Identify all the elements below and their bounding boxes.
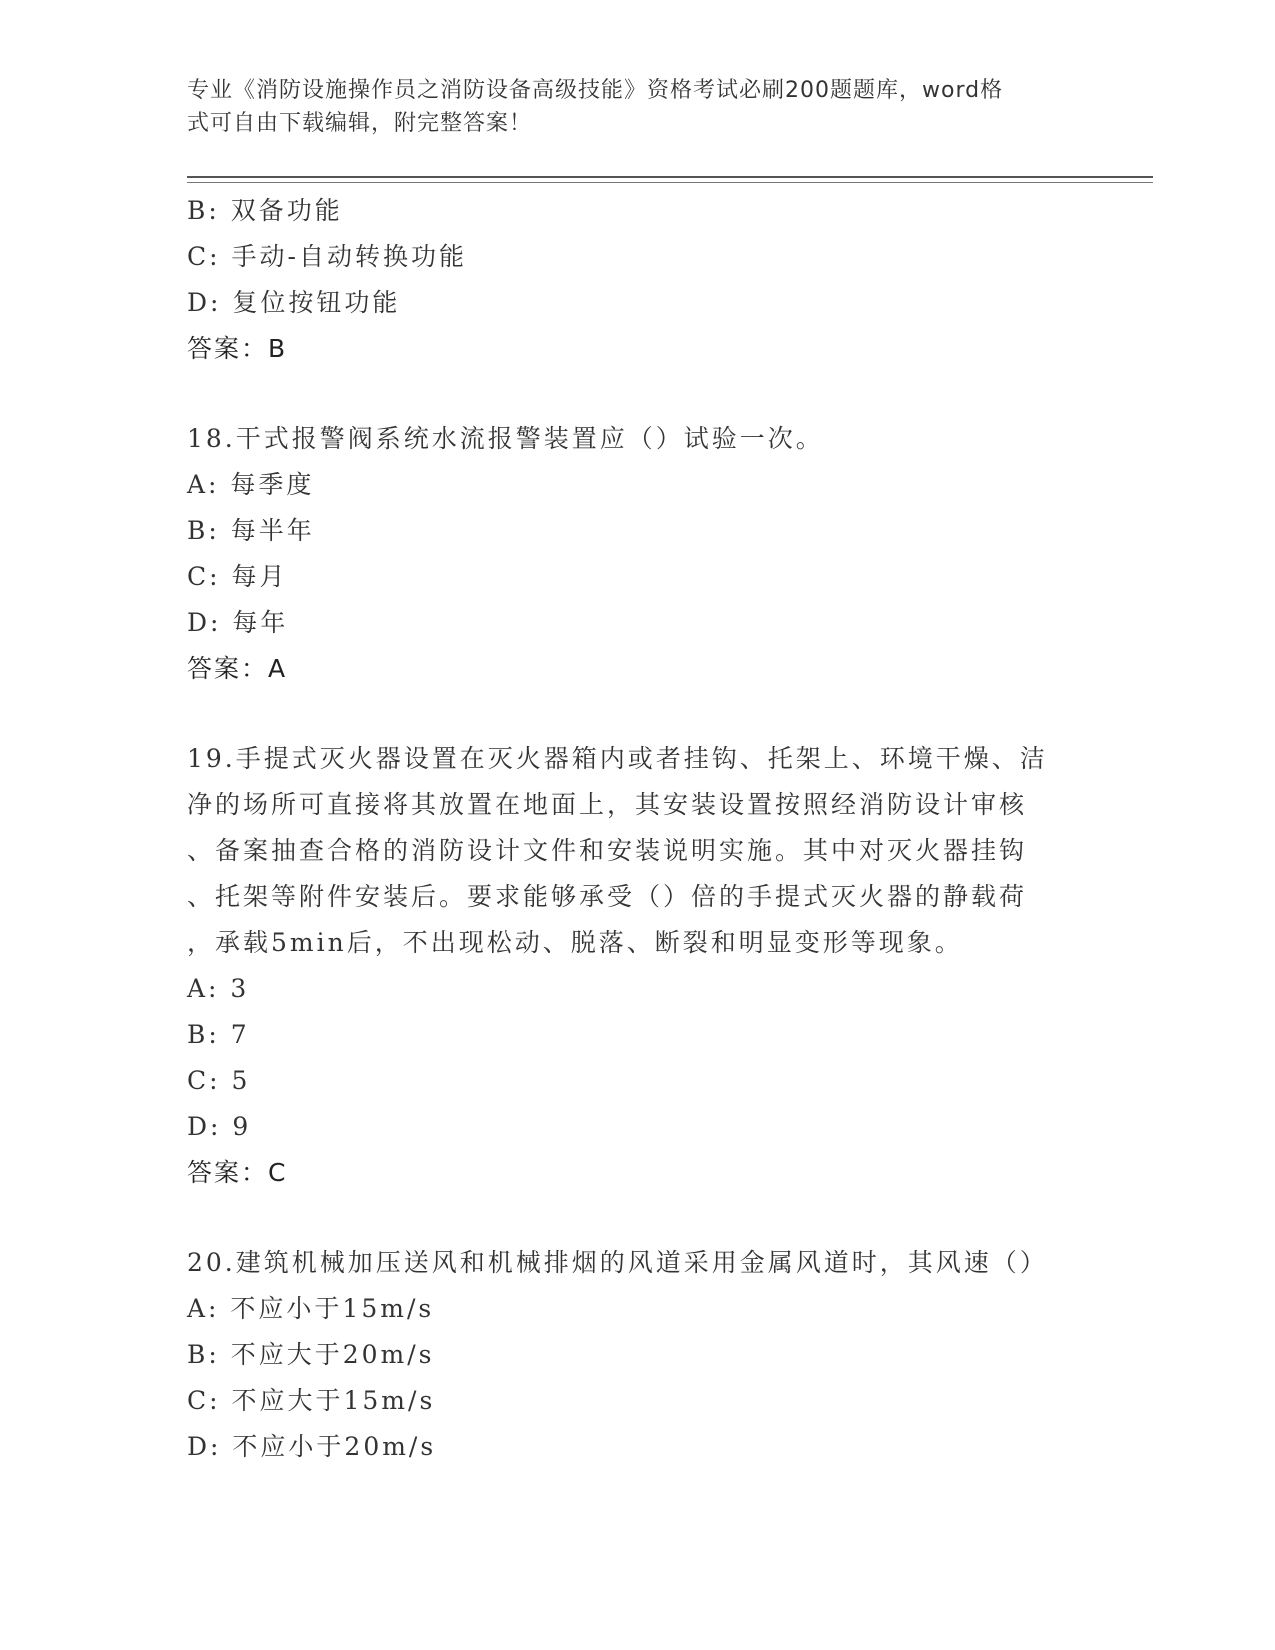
question-stem: 18.干式报警阀系统水流报警装置应（）试验一次。 xyxy=(187,424,824,453)
option-c: C: 手动-自动转换功能 xyxy=(187,242,467,271)
option-a: A: 不应小于15m/s xyxy=(187,1294,435,1323)
option-d: D: 9 xyxy=(187,1112,252,1141)
option-a: A: 每季度 xyxy=(187,470,315,499)
option-c: C: 不应大于15m/s xyxy=(187,1386,436,1415)
header-title-line-1: 专业《消防设施操作员之消防设备高级技能》资格考试必刷200题题库，word格 xyxy=(187,78,1004,103)
spacer xyxy=(187,1196,1087,1240)
answer: 答案：B xyxy=(187,334,288,363)
question-18 xyxy=(187,416,1087,692)
option-d: D: 不应小于20m/s xyxy=(187,1432,437,1461)
header-title-line-2: 式可自由下载编辑，附完整答案！ xyxy=(187,111,533,136)
option-b: B: 7 xyxy=(187,1020,250,1049)
header-rule-thin xyxy=(187,182,1153,183)
question-19 xyxy=(187,736,1087,1196)
option-b: B: 双备功能 xyxy=(187,196,343,225)
question-20 xyxy=(187,1240,1087,1470)
option-d: D: 每年 xyxy=(187,608,289,637)
question-stem-line-3: 、备案抽查合格的消防设计文件和安装说明实施。其中对灭火器挂钩 xyxy=(187,836,1028,865)
question-stem-line-5: ，承载5min后，不出现松动、脱落、断裂和明显变形等现象。 xyxy=(187,928,963,957)
answer: 答案：A xyxy=(187,654,288,683)
answer: 答案：C xyxy=(187,1158,288,1187)
question-stem: 20.建筑机械加压送风和机械排烟的风道采用金属风道时，其风速（） xyxy=(187,1248,1048,1277)
header-rule-thick xyxy=(187,176,1153,178)
option-c: C: 5 xyxy=(187,1066,251,1095)
question-stem-line-1: 19.手提式灭火器设置在灭火器箱内或者挂钩、托架上、环境干燥、洁 xyxy=(187,744,1048,773)
option-c: C: 每月 xyxy=(187,562,288,591)
option-d: D: 复位按钮功能 xyxy=(187,288,401,317)
option-b: B: 每半年 xyxy=(187,516,315,545)
question-17-tail xyxy=(187,188,1087,372)
question-stem-line-2: 净的场所可直接将其放置在地面上，其安装设置按照经消防设计审核 xyxy=(187,790,1028,819)
spacer xyxy=(187,692,1087,736)
document-header xyxy=(187,74,1067,140)
spacer xyxy=(187,372,1087,416)
document-body xyxy=(187,188,1087,1470)
question-stem-line-4: 、托架等附件安装后。要求能够承受（）倍的手提式灭火器的静载荷 xyxy=(187,882,1028,911)
option-b: B: 不应大于20m/s xyxy=(187,1340,435,1369)
option-a: A: 3 xyxy=(187,974,250,1003)
